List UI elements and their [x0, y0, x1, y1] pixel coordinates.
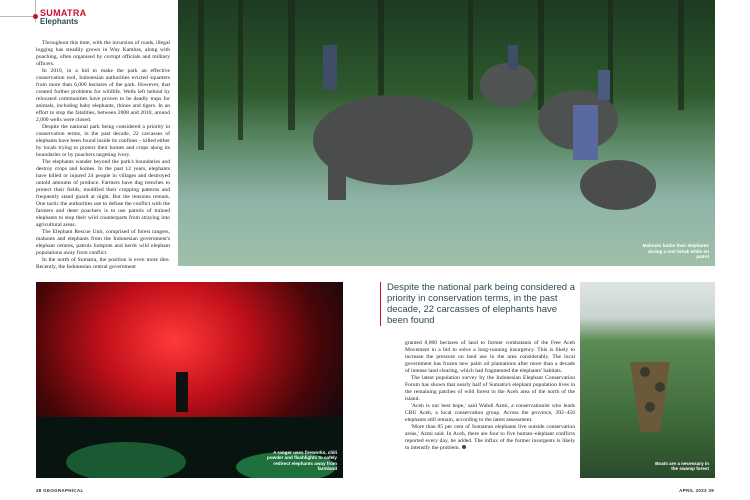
paragraph: 'Aceh is our best hope,' said Wahdi Azmi, a conservationist who leads CRU Aceh, a local conservation group. Across the province, 392–456 elephants still remain, according to the latest assessment.: [405, 403, 575, 423]
header-dot: [33, 14, 38, 19]
right-text-column: [405, 340, 575, 452]
paragraph: granted 8,000 hectares of land to former combatants of the Free Aceh Movement in a bid to solve a long-running insurgency. This is likely to increase the pressure on land use in the area considerably. The local government has frozen new palm oil plantations after more than a decade of intense land clearing, which had fragmented the elephants' habitats.: [405, 340, 575, 374]
photo-ranger-illustration: [36, 282, 343, 478]
paragraph: [405, 424, 575, 452]
folio-right: APRIL 2023 39: [679, 488, 714, 493]
photo-ranger-fireworks: [36, 282, 343, 478]
paragraph: In 2010, in a bid to make the park an effective conservation tool, Indonesian authorities evicted squatters from more than 6,000 hectares of the park. However, that created further problems for wildlife. Wells left behind by relocated communities have proven to be deadly traps for animals, including baby elephants, rhinos and tigers. In an effort to stop the fatalities, between 2008 and 2010, around 2,000 wells were closed.: [36, 68, 170, 123]
section-kicker: SUMATRA: [40, 8, 87, 18]
paragraph: The elephants wander beyond the park's boundaries and destroy crops and homes. In the past 12 years, elephants have killed or injured 24 people in villages and destroyed untold amounts of produce. Farmers have dug trenches to protect their fields, modified their cropping patterns and frequently stand guard at night. But the tensions remain. One tactic the authorities use to defuse the conflict with the farmers and deter poachers is to use patrols of trained elephants to stop their wild counterparts from straying into agricultural areas.: [36, 159, 170, 228]
header-rule: [0, 16, 36, 17]
photo-boat-illustration: [580, 282, 715, 478]
end-mark-icon: [462, 445, 466, 449]
photo-caption: Boats are a necessary in the swamp forest: [655, 460, 709, 472]
pull-quote: Despite the national park being considered a priority in conservation terms, in the past decade, 22 carcasses of elephants have been found: [380, 282, 580, 326]
paragraph: Throughout this time, with the incursion of roads, illegal logging has steadily grown in Way Kambas, along with poaching, often organised by corrupt officials and military officers.: [36, 40, 170, 67]
photo-elephants-illustration: [178, 0, 715, 266]
photo-caption: A ranger uses fireworks, chili powder and flashlights to safely redirect elephants away from farmland: [267, 449, 337, 472]
paragraph-text: 'More than 85 per cent of Sumatran elephants live outside conservation areas,' Azmi said. In Aceh, there are four to five human–elephant conflicts reported every day, he added. The influx of the former insurgents is likely to intensify the problem.: [405, 424, 575, 451]
photo-elephants-river: [178, 0, 715, 266]
folio-left: 38 GEOGRAPHICAL: [36, 488, 84, 493]
paragraph: In the north of Sumatra, the position is even more dire. Recently, the Indonesian central government: [36, 257, 170, 270]
left-text-column: [36, 40, 170, 271]
paragraph: The latest population survey by the Indonesian Elephant Conservation Forum has shown that nearly half of Sumatra's elephant population lives in the remaining patches of wild forest in the Aceh area of the north of the island.: [405, 375, 575, 402]
paragraph: The Elephant Rescue Unit, comprised of forest rangers, mahouts and elephants from the Indonesian government's elephant centres, patrols hotspots and herds wild elephant populations away from conflict.: [36, 229, 170, 256]
photo-boat-swamp: [580, 282, 715, 478]
photo-caption: Mahouts bathe their elephants during a rest break while on patrol: [642, 243, 709, 260]
section-title: Elephants: [40, 17, 79, 26]
paragraph: Despite the national park being considered a priority in conservation terms, in the past decade, 22 carcasses of elephants have been found inside its confines – killed either by locals trying to protect their homes and crops along its boundaries or by poachers targeting ivory.: [36, 124, 170, 158]
